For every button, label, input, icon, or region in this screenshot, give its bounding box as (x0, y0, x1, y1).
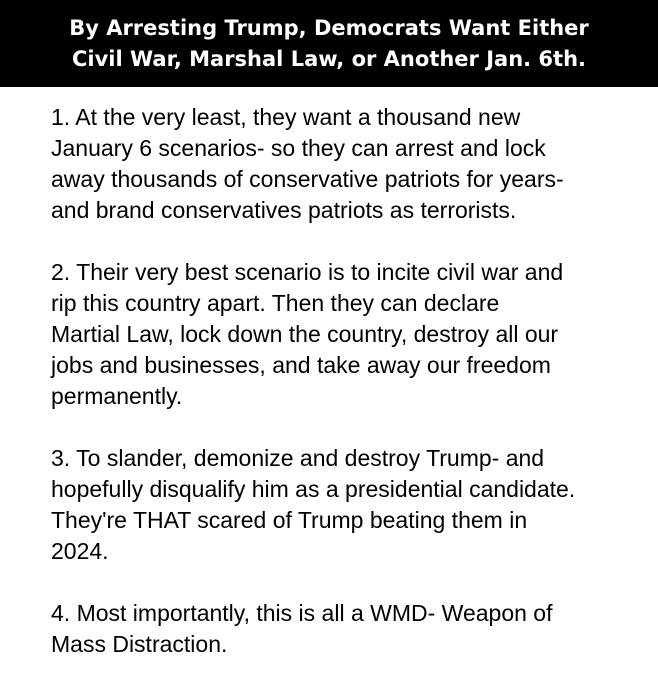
point-2-line-1: 2. Their very best scenario is to incite civil war and (51, 259, 564, 285)
point-3-line-4: 2024. (51, 538, 109, 564)
point-1-line-1: 1. At the very least, they want a thousand new (51, 104, 521, 130)
point-1-line-4: and brand conservatives patriots as terrorists. (51, 197, 517, 223)
title-banner (0, 0, 658, 87)
point-2-line-3: Martial Law, lock down the country, destroy all our (51, 321, 559, 347)
point-1-line-3: away thousands of conservative patriots for years- (51, 166, 564, 192)
point-4-line-1: 4. Most importantly, this is all a WMD- Weapon of (51, 600, 553, 626)
point-3-line-1: 3. To slander, demonize and destroy Trump- and (51, 445, 545, 471)
point-3-line-2: hopefully disqualify him as a presidential candidate. (51, 476, 576, 502)
point-4 (51, 598, 651, 660)
point-1 (51, 102, 651, 226)
point-2 (51, 257, 651, 412)
point-3 (51, 443, 651, 567)
point-3-line-3: They're THAT scared of Trump beating them in (51, 507, 528, 533)
point-2-line-5: permanently. (51, 383, 183, 409)
points-list (51, 102, 651, 660)
title-line-1: By Arresting Trump, Democrats Want Either (69, 15, 589, 40)
point-2-line-2: rip this country apart. Then they can declare (51, 290, 500, 316)
point-2-line-4: jobs and businesses, and take away our freedom (51, 352, 551, 378)
point-4-line-2: Mass Distraction. (51, 631, 228, 657)
point-1-line-2: January 6 scenarios- so they can arrest and lock (51, 135, 546, 161)
title-line-2: Civil War, Marshal Law, or Another Jan. 6th. (71, 46, 587, 71)
